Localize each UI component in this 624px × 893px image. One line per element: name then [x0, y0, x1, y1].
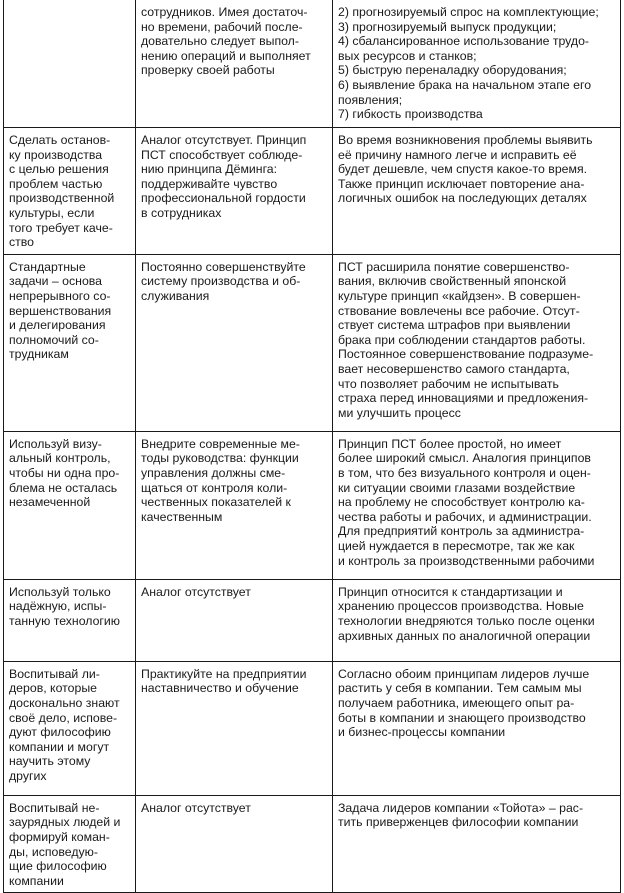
cell-line: ми улучшить процесс — [338, 405, 461, 420]
cell-line: и бизнес-процессы компании — [338, 725, 506, 740]
cell-line: поддерживайте чувство — [141, 176, 278, 191]
cell-line: Во время возникновения проблемы выявить — [338, 133, 593, 147]
cell-line: тить приверженцев философии компании — [338, 815, 579, 830]
cell-line: компании и могут — [9, 739, 110, 754]
table-body — [4, 0, 621, 893]
cell-line: полномочий со- — [9, 332, 99, 347]
cell-line: блема не осталась — [9, 480, 118, 495]
cell-line: своё дело, испове- — [9, 710, 118, 725]
cell-line: Аналог отсутствует — [141, 800, 251, 815]
table-row — [4, 128, 621, 255]
toyota-principle-cell — [4, 254, 136, 431]
comment-cell — [333, 0, 621, 128]
cell-line: ствует система штрафов при выявлении — [338, 318, 571, 333]
cell-line: и контроль за производственными рабочими — [338, 553, 595, 568]
cell-line: страха перед инновациями и предложения- — [338, 391, 589, 406]
cell-line: заурядных людей и — [9, 815, 121, 830]
cell-line: Внедрите современные ме- — [141, 436, 300, 451]
comment-cell — [333, 128, 621, 255]
cell-line: Постоянное совершенствование подразуме- — [338, 347, 594, 362]
cell-line: незамеченной — [9, 495, 91, 510]
cell-line: щие философию — [9, 859, 107, 874]
cell-line: вания, включив свойственный японской — [338, 274, 567, 289]
cell-line: получаем работника, имеющего опыт ра- — [338, 695, 575, 710]
cell-line: ство — [9, 235, 35, 250]
cell-line: Для предприятий контроль за администра- — [338, 524, 585, 539]
cell-line: чественных показателей к — [141, 495, 291, 510]
cell-line: Практикуйте на предприятии — [141, 666, 307, 681]
cell-line: щаться от контроля коли- — [141, 480, 288, 495]
cell-line: альный контроль, — [9, 451, 111, 466]
cell-line: Задача лидеров компании «Тойота» – рас- — [338, 800, 584, 815]
cell-line: Аналог отсутствует — [141, 584, 251, 599]
cell-line: сотрудников. Имея достаточ- — [141, 5, 308, 19]
tqm-principle-cell — [136, 254, 333, 431]
tqm-principle-cell — [136, 579, 333, 661]
cell-line: ствование вовлечены все рабочие. Отсут- — [338, 303, 580, 318]
cell-line: ды, исповедую- — [9, 844, 98, 859]
toyota-principle-cell — [4, 0, 136, 128]
tqm-principle-cell — [136, 128, 333, 255]
tqm-principle-cell — [136, 431, 333, 579]
cell-line: наставничество и обучение — [141, 681, 299, 696]
cell-line: но времени, рабочий после- — [141, 19, 303, 34]
cell-line: 4) сбалансированное использование трудо- — [338, 34, 590, 49]
cell-line: проверку своей работы — [141, 63, 275, 78]
cell-line: производственной — [9, 191, 115, 206]
cell-line: чтобы ни одна про- — [9, 465, 120, 480]
cell-line: её причину намного легче и исправить её — [338, 147, 577, 162]
cell-line: компании — [9, 873, 64, 888]
cell-line: ПСТ расширила понятие совершенство- — [338, 259, 570, 274]
table-row — [4, 579, 621, 661]
cell-line: ки ситуации своими глазами воздействие — [338, 480, 576, 495]
cell-line: нию принципа Дёминга: — [141, 162, 278, 177]
comparison-table — [3, 0, 621, 893]
cell-line: деров, которые — [9, 681, 97, 696]
table-row — [4, 661, 621, 795]
cell-line: культуры, если — [9, 205, 95, 220]
cell-line: научить этому — [9, 754, 91, 769]
cell-line: с целью решения — [9, 162, 109, 177]
cell-line: качественным — [141, 509, 223, 524]
cell-line: в том, что без визуального контроля и оцен- — [338, 465, 591, 480]
cell-line: в сотрудниках — [141, 205, 222, 220]
cell-line: Воспитывай ли- — [9, 666, 100, 681]
cell-line: более широкий смысл. Аналогия принципов — [338, 451, 591, 466]
cell-line: логичных ошибок на последующих деталях — [338, 191, 587, 206]
toyota-principle-cell — [4, 128, 136, 255]
toyota-principle-cell — [4, 661, 136, 795]
cell-line: растить у себя в компании. Тем самым мы — [338, 681, 582, 696]
cell-line: формируй коман- — [9, 829, 110, 844]
cell-line: 5) быструю переналадку оборудования; — [338, 63, 567, 78]
cell-line: 2) прогнозируемый спрос на комплектующие; — [338, 5, 599, 19]
cell-line: и делегирования — [9, 318, 106, 333]
cell-line: Сделать останов- — [9, 133, 111, 147]
cell-line: Используй только — [9, 584, 111, 599]
cell-line: будет дешевле, чем спустя какое-то время. — [338, 162, 588, 177]
cell-line: профессиональной гордости — [141, 191, 306, 206]
cell-line: танную технологию — [9, 613, 121, 628]
toyota-principle-cell — [4, 431, 136, 579]
tqm-principle-cell — [136, 795, 333, 893]
table-row — [4, 431, 621, 579]
cell-line: других — [9, 768, 47, 783]
cell-line: архивных данных по аналогичной операции — [338, 628, 591, 643]
cell-line: проблем частью — [9, 176, 103, 191]
cell-line: появления; — [338, 92, 403, 107]
cell-line: нению операций и выполняет — [141, 48, 311, 63]
cell-line: надёжную, испы- — [9, 599, 107, 614]
cell-line: Воспитывай не- — [9, 800, 100, 815]
cell-line: Стандартные — [9, 259, 86, 274]
cell-line: тоды руководства: функции — [141, 451, 299, 466]
table-row — [4, 795, 621, 893]
table-row — [4, 0, 621, 128]
cell-line: непрерывного со- — [9, 288, 111, 303]
cell-line: на проблему не способствует контролю ка- — [338, 495, 585, 510]
cell-line: Используй визу- — [9, 436, 102, 451]
comment-cell — [333, 661, 621, 795]
cell-line: вых ресурсов и станков; — [338, 48, 477, 63]
tqm-principle-cell — [136, 661, 333, 795]
cell-line: 6) выявление брака на начальном этапе его — [338, 77, 592, 92]
cell-line: хранению процессов производства. Новые — [338, 599, 584, 614]
cell-line: вает несовершенство самого стандарта, — [338, 361, 570, 376]
toyota-principle-cell — [4, 795, 136, 893]
cell-line: цией нуждается в пересмотре, так же как — [338, 538, 575, 553]
cell-line: задачи – основа — [9, 274, 103, 289]
cell-line: Принцип ПСТ более простой, но имеет — [338, 436, 562, 451]
cell-line: Согласно обоим принципам лидеров лучше — [338, 666, 590, 681]
comment-cell — [333, 795, 621, 893]
cell-line: ку производства — [9, 147, 103, 162]
comment-cell — [333, 431, 621, 579]
cell-line: служивания — [141, 288, 210, 303]
cell-line: довательно следует выпол- — [141, 34, 299, 49]
tqm-principle-cell — [136, 0, 333, 128]
cell-line: культуре принцип «кайдзен». В совершен- — [338, 288, 581, 303]
cell-line: Также принцип исключает повторение ана- — [338, 176, 585, 191]
cell-line: Принцип относится к стандартизации и — [338, 584, 563, 599]
cell-line: что позволяет рабочим не испытывать — [338, 376, 559, 391]
cell-line: технологии внедряются только после оценки — [338, 613, 595, 628]
comment-cell — [333, 254, 621, 431]
cell-line: досконально знают — [9, 695, 120, 710]
cell-line: Постоянно совершенствуйте — [141, 259, 306, 274]
cell-line: систему производства и об- — [141, 274, 301, 289]
toyota-principle-cell — [4, 579, 136, 661]
cell-line: управления должны сме- — [141, 465, 286, 480]
cell-line: 3) прогнозируемый выпуск продукции; — [338, 19, 557, 34]
cell-line: боты в компании и знающего производство — [338, 710, 586, 725]
cell-line: Аналог отсутствует. Принцип — [141, 133, 307, 147]
cell-line: того требует каче- — [9, 220, 113, 235]
cell-line: трудникам — [9, 347, 69, 362]
cell-line: 7) гибкость производства — [338, 107, 483, 122]
cell-line: дуют философию — [9, 725, 111, 740]
cell-line: чества работы и рабочих, и администрации. — [338, 509, 592, 524]
cell-line: брака при соблюдении стандартов работы. — [338, 332, 586, 347]
table-row — [4, 254, 621, 431]
comment-cell — [333, 579, 621, 661]
cell-line: вершенствования — [9, 303, 112, 318]
cell-line: ПСТ способствует соблюде- — [141, 147, 303, 162]
